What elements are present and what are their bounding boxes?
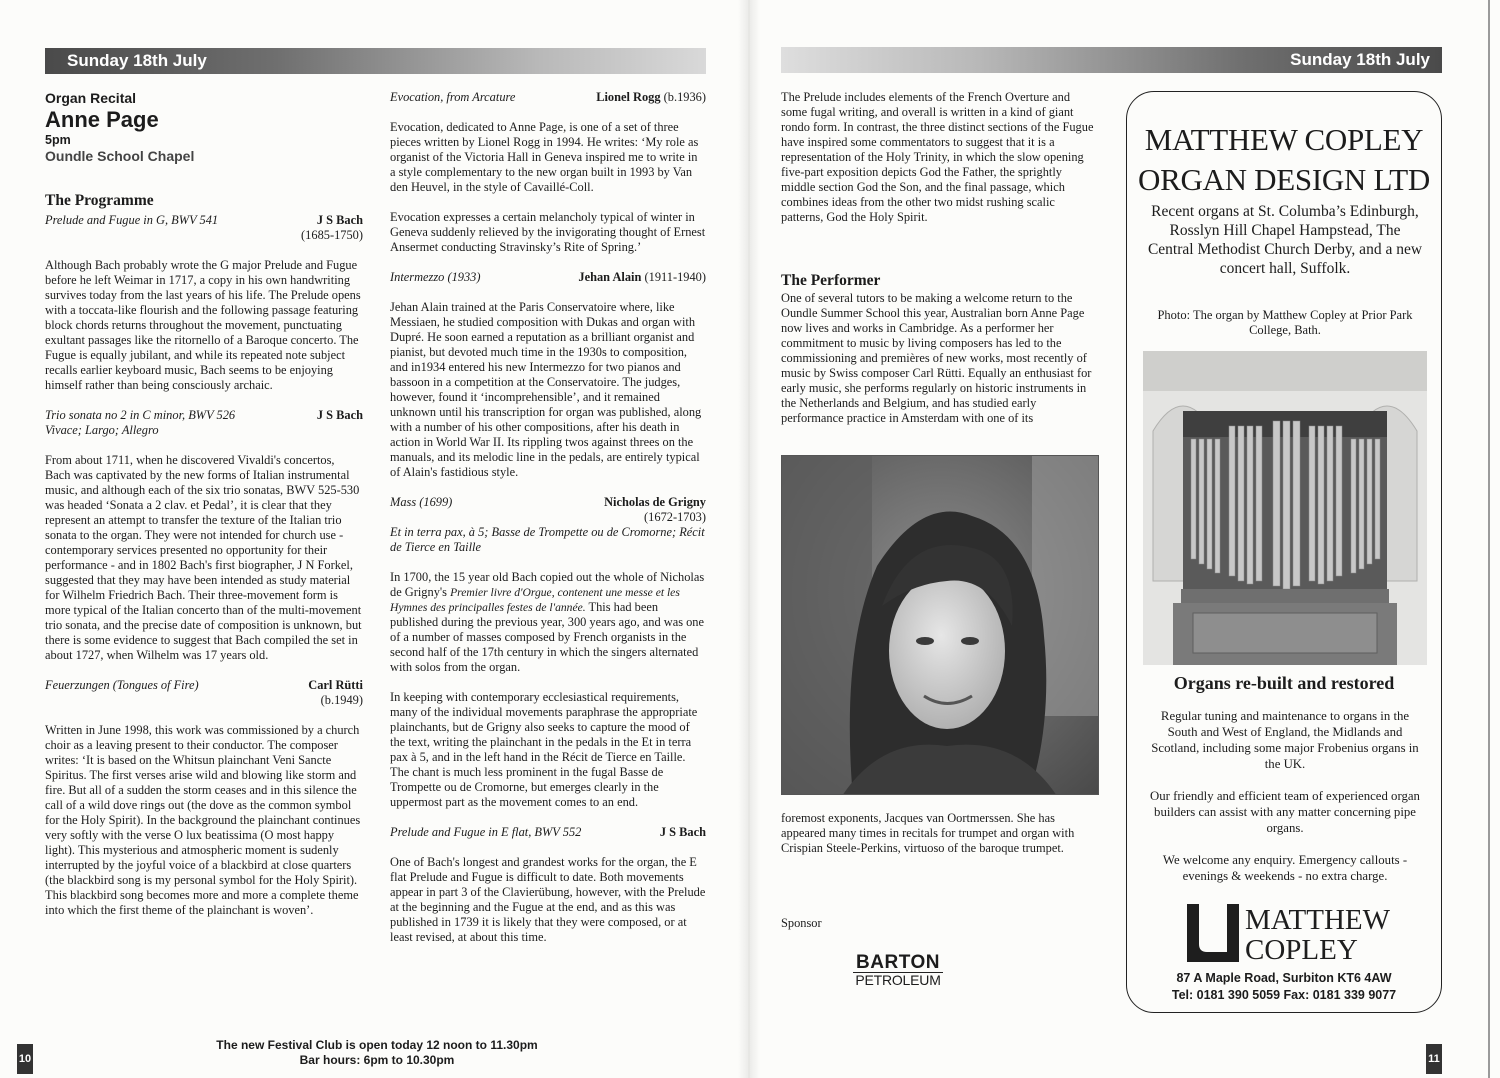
work-movements: Et in terra pax, à 5; Basse de Trompette ou de Cromorne; Récit de Tierce en Taille — [390, 525, 705, 554]
copley-logo-line1: MATTHEW — [1245, 904, 1390, 936]
work-notes: Although Bach probably wrote the G major Prelude and Fugue before he left Weimar in 1717, a copy in his own handwriting survives today from the last years of his life. The Prelude opens with a toccata-like flourish and the following passage featuring block chords returns throughout the movement, punctuating exultant passages like the ritornello of a Baroque concerto. The Fugue is equally jubilant, and while its repeated note subject recalls earlier keyboard music, Bach seems to be enjoying himself rather than being consciously archaic. — [45, 258, 361, 392]
recital-time: 5pm — [45, 133, 71, 147]
ad-photo-caption: Photo: The organ by Matthew Copley at Prior Park College, Bath. — [1157, 308, 1413, 337]
ad-paragraph: We welcome any enquiry. Emergency callouts - evenings & weekends - no extra charge. — [1162, 853, 1408, 883]
work-title: Trio sonata no 2 in C minor, BWV 526 — [45, 408, 236, 422]
performer-bio-continued-block — [781, 811, 1099, 871]
composer-dates: (b.1949) — [320, 693, 363, 707]
work-heading — [45, 213, 363, 228]
organ-image — [1143, 351, 1427, 665]
ad-subheading: Organs re-built and restored — [1173, 673, 1395, 693]
ad-paragraph: Regular tuning and maintenance to organs in the South and West of England, the Midlands and Scotland, including some major Frobenius organs in the UK. — [1151, 709, 1419, 771]
left-column-1 — [45, 90, 363, 933]
work-composer: Jehan Alain — [578, 270, 642, 284]
work-title: Mass (1699) — [390, 495, 453, 509]
programme-heading: The Programme — [45, 192, 154, 209]
right-date-banner: Sunday 18th July — [781, 47, 1442, 73]
work-notes: Evocation, dedicated to Anne Page, is one of a set of three pieces written by Lionel Rogg in 1994. He writes: ‘My role as organist of the Victoria Hall in Geneva inspired me to write in a style complementary to the new organ built in 1993 by Van den Heuvel, in the style of Cavaillé-Coll. — [390, 120, 699, 194]
recital-venue: Oundle School Chapel — [45, 148, 195, 164]
copley-logo-mark — [1185, 902, 1405, 964]
work-composer: J S Bach — [316, 213, 363, 227]
recital-label: Organ Recital — [45, 90, 137, 106]
composer-dates: (1911-1940) — [644, 270, 706, 284]
advertisement-box — [1126, 91, 1442, 1013]
book-title: Premier livre d'Orgue, contenent une messe et les Hymnes des principalles festes de l'année. — [390, 586, 680, 614]
page-number-left: 10 — [17, 1044, 33, 1074]
left-date-banner: Sunday 18th July — [45, 48, 706, 74]
composer-dates: (1672-1703) — [644, 510, 706, 524]
performer-bio-continued: foremost exponents, Jacques van Oortmerssen. She has appeared many times in recitals for trumpet and organ with Crispian Steele-Perkins, virtuoso of the baroque trumpet. — [781, 811, 1075, 855]
copley-logo-line2: COPLEY — [1245, 934, 1358, 964]
right-column-1 — [781, 90, 1099, 441]
copley-logo — [1185, 902, 1405, 964]
performer-heading: The Performer — [781, 272, 881, 289]
work-composer: Carl Rütti — [308, 678, 363, 692]
performer-photo — [781, 455, 1099, 795]
work-composer: J S Bach — [316, 408, 363, 422]
work-heading — [390, 270, 706, 285]
left-column-2 — [390, 90, 706, 960]
work-heading — [45, 678, 363, 693]
work-title: Evocation, from Arcature — [390, 90, 516, 104]
performer-name: Anne Page — [45, 107, 159, 132]
composer-dates: (b.1936) — [663, 90, 706, 104]
work-heading — [45, 408, 363, 423]
work-notes: In keeping with contemporary ecclesiastical requirements, many of the individual movements paraphrase the appropriate plainchants, but de Grigny also seeks to capture the mood of the text, writing the plainchant in the pedals in the Et in terra pax à 5, and in the left hand in the Récit de Tierce en Taille. The chant is much less prominent in the fugal Basse de Trompette ou de Cromorne, but emerges clearly in the uppermost part as the movement comes to an end. — [390, 690, 698, 809]
sponsor-logo — [853, 953, 943, 987]
work-title: Prelude and Fugue in E flat, BWV 552 — [390, 825, 582, 839]
work-notes: Written in June 1998, this work was commissioned by a church choir as a leaving present to their conductor. The composer writes: ‘It is based on the Whitsun plainchant Veni Sancte Spiritus. The first verses arise wild and blowing like storm and fire. But all of a sudden the storm ceases and in this silence the call of a wild dove rings out (the dove as the common symbol for the Holy Spirit). In the background the plainchant continues very softly with the verse O lux beatissima (O most happy light). This mysterious and atmospheric moment is sudenly interrupted by the joyful voice of a blackbird at close quarters (the blackbird song is my personal symbol for the Holy Spirit). This blackbird song becomes more and more a complete theme into which the first theme of the plainchant is woven’. — [45, 723, 361, 917]
work-notes: Jehan Alain trained at the Paris Conservatoire where, like Messiaen, he studied composition with Dukas and organ with Dupré. He soon earned a reputation as a brilliant organist and pianist, but devoted much time in the 1930s to composition, and in1934 entered his new Intermezzo for two pianos and bassoon in a competition at the Conservatoire. The judges, however, found it ‘incomprehensible’, and it remained unknown until his transcription for organ was published, along with a number of his other compositions, after his death in action in World War II. Its rippling twos against threes on the manuals, and its melodic line in the pedals, are entirely typical of Alain's fastidious style. — [390, 300, 702, 479]
page-edge — [1488, 0, 1490, 1078]
ad-phone: Tel: 0181 390 5059 Fax: 0181 339 9077 — [1171, 988, 1397, 1002]
work-heading — [390, 825, 706, 840]
prelude-note: The Prelude includes elements of the French Overture and some fugal writing, and overall is written in a kind of giant rondo form. In contrast, the three distinct sections of the Fugue have inspired some commentators to suggest that it is a representation of the Holy Trinity, in which the slow opening five-part exposition depicts God the Father, the sprightly middle section God the Son, and the final passage, which combines ideas from the other two midst rushing scalic patterns, God the Holy Spirit. — [781, 90, 1094, 224]
work-title: Feuerzungen (Tongues of Fire) — [45, 678, 199, 692]
work-movements: Vivace; Largo; Allegro — [45, 423, 159, 437]
organ-photo — [1143, 351, 1427, 665]
work-notes: One of Bach's longest and grandest works for the organ, the E flat Prelude and Fugue is difficult to date. Both movements appear in part 3 of the Clavierübung, however, with the Prelude at the beginning and the Fugue at the end, and as this was published in 1739 it is likely that they were composed, or at least revised, at about this time. — [390, 855, 706, 944]
ad-body — [1145, 708, 1425, 900]
composer-dates: (1685-1750) — [301, 228, 363, 242]
work-notes: From about 1711, when he discovered Vivaldi's concertos, Bach was captivated by the new forms of Italian instrumental music, and although each of the six trio sonatas, BWV 525-530 was headed ‘Sonata a 2 clav. et Pedal’, it is clear that they represent an attempt to transfer the texture of the Italian trio sonata to the organ. They were not intended for church use - contemporary services presented no opportunity for their performance - and in 1802 Bach's first biographer, J N Forkel, suggested that they may have been intended as study material for Wilhelm Friedrich Bach. Their three-movement form is more typical of the Italian concerto than of the multi-movement trio sonata, and the precise date of composition is unknown, but there is some evidence to suggest that Bach compiled the set in about 1727, when Wilhelm was 17 years old. — [45, 453, 362, 662]
work-heading — [390, 495, 706, 510]
work-notes: Evocation expresses a certain melancholy typical of winter in Geneva suddenly relieved by the invigorating thought of Ernest Ansermet conducting Stravinsky’s Rite of Spring.’ — [390, 210, 706, 254]
festival-club-notice: The new Festival Club is open today 12 noon to 11.30pm Bar hours: 6pm to 10.30pm — [216, 1038, 538, 1067]
work-composer: J S Bach — [659, 825, 706, 839]
work-title: Intermezzo (1933) — [390, 270, 481, 284]
work-title: Prelude and Fugue in G, BWV 541 — [45, 213, 219, 227]
sponsor-logo-line1: BARTON — [856, 952, 940, 973]
sponsor-logo-line2: PETROLEUM — [853, 972, 943, 987]
ad-intro: Recent organs at St. Columba’s Edinburgh, Rosslyn Hill Chapel Hampstead, The Central Methodist Church Derby, and a new concert hall, Suffolk. — [1147, 203, 1423, 277]
sponsor-label: Sponsor — [781, 916, 822, 930]
work-composer: Lionel Rogg — [596, 90, 661, 104]
ad-address: 87 A Maple Road, Surbiton KT6 4AW — [1176, 971, 1392, 985]
work-composer: Nicholas de Grigny — [604, 495, 706, 509]
performer-portrait-image — [782, 456, 1099, 795]
ad-headline: MATTHEW COPLEY ORGAN DESIGN LTD — [1137, 122, 1430, 197]
work-notes: In 1700, the 15 year old Bach copied out the whole of Nicholas de Grigny's Premier livre d'Orgue, contenent une messe et les Hymnes des principalles festes de l'année. This had been published during the previous year, 300 years ago, and was one of a number of masses composed by French organists in the second half of the 17th century in which the singers alternated with solos from the organ. — [390, 570, 705, 674]
ad-paragraph: Our friendly and efficient team of experienced organ builders can assist with any matter concerning pipe organs. — [1150, 789, 1420, 835]
page-gutter — [738, 0, 760, 1078]
work-heading — [390, 90, 706, 105]
performer-bio: One of several tutors to be making a welcome return to the Oundle Summer School this year, Australian born Anne Page now lives and works in Cambridge. As a performer her commitment to music by living composers has led to the commissioning and premières of new works, most recently of music by Swiss composer Carl Rütti. Equally an enthusiast for early music, she performs regularly on historic instruments in the Netherlands and Belgium, and has studied early performance practice in Amsterdam with one of its — [781, 291, 1092, 425]
ad-contact — [1127, 970, 1441, 1004]
page-number-right: 11 — [1426, 1044, 1442, 1074]
